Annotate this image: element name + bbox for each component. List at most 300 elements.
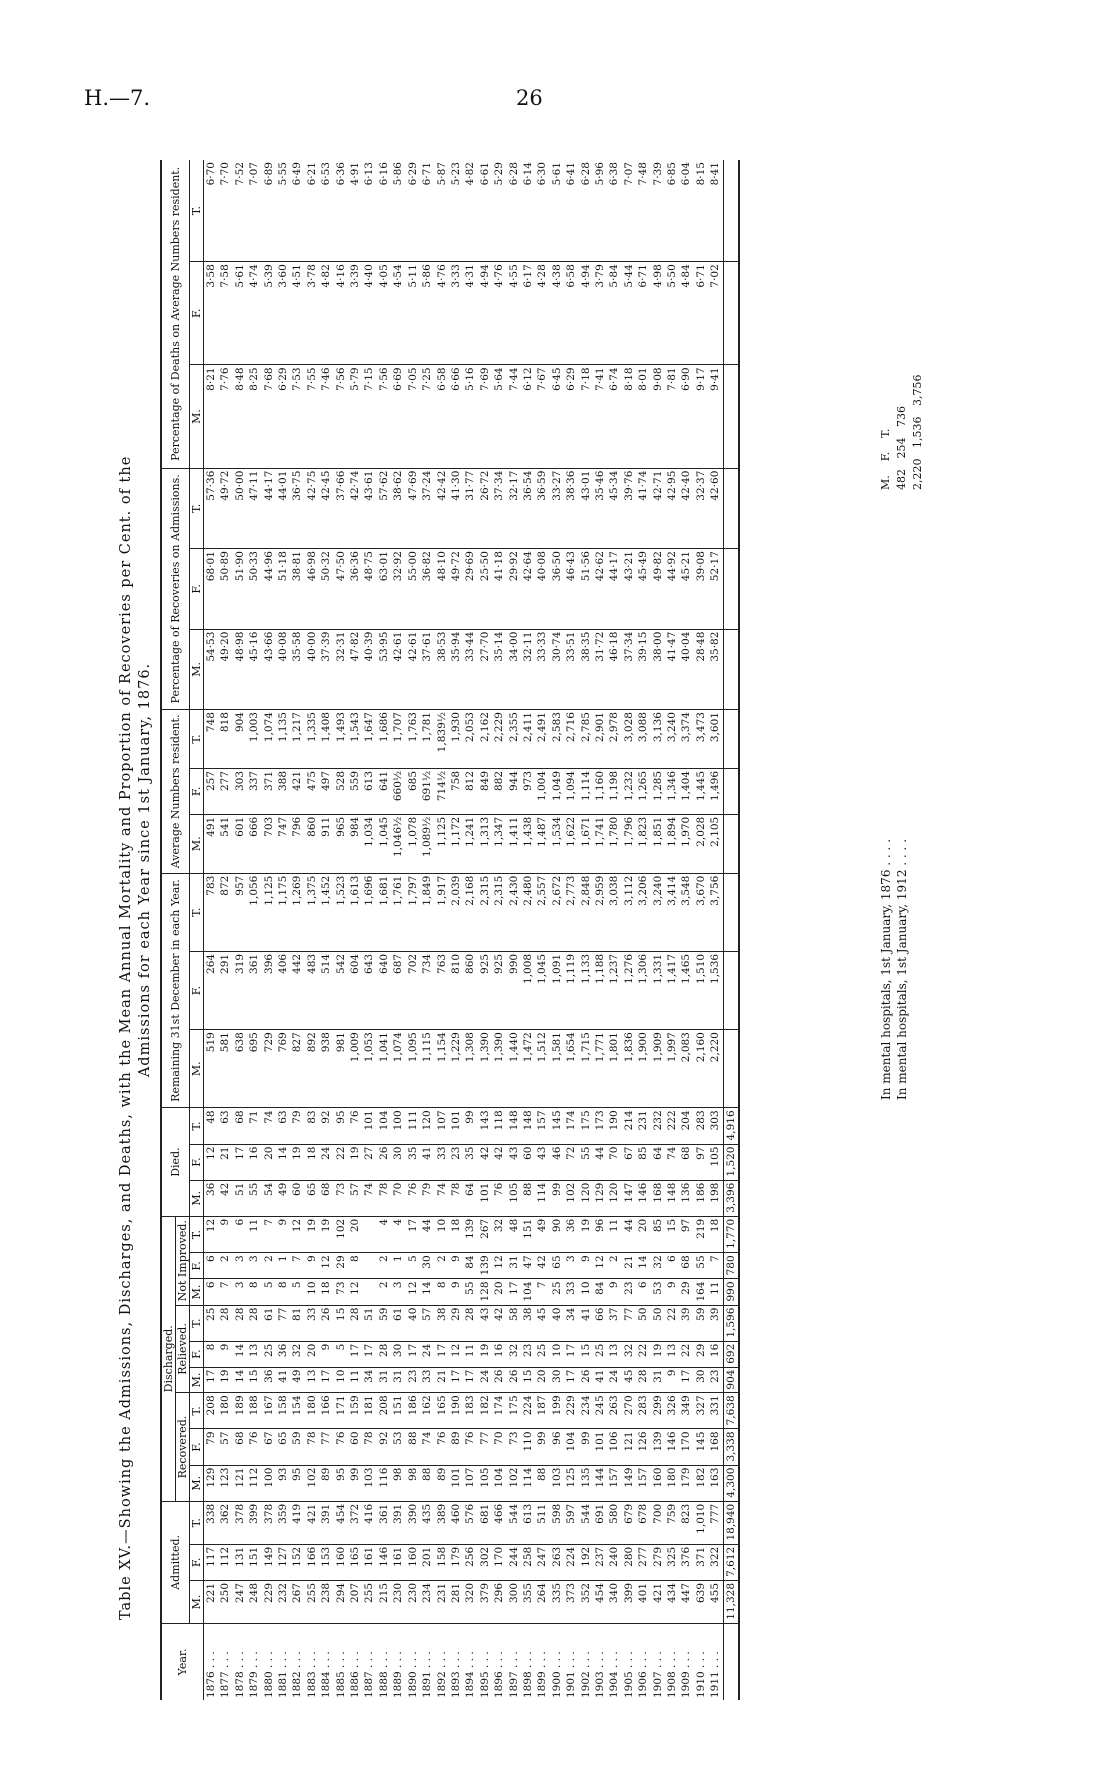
table-cell: 52·17 <box>708 549 723 629</box>
table-cell: 101 <box>478 1180 492 1216</box>
table-cell: 1,331 <box>651 951 665 1029</box>
table-cell: 29·69 <box>463 549 477 629</box>
table-cell: 105 <box>478 1465 492 1501</box>
table-cell: 1,089½ <box>420 814 434 873</box>
table-cell: 33·51 <box>564 629 578 709</box>
table-cell: 46·43 <box>564 549 578 629</box>
table-cell: 45 <box>535 1305 549 1341</box>
table-cell: 401 <box>636 1580 650 1623</box>
col-sex-f: F. <box>190 768 204 814</box>
row-year: 1899 . . . <box>536 1651 549 1698</box>
table-cell: 123 <box>218 1465 232 1501</box>
table-cell: 769 <box>276 1030 290 1108</box>
row-year: 1910 . . . <box>694 1651 707 1698</box>
table-cell: 240 <box>607 1544 621 1580</box>
table-cell: 49·20 <box>218 629 232 709</box>
table-cell: 1,761 <box>391 873 405 951</box>
table-cell: 681 <box>478 1501 492 1544</box>
table-cell: 33·33 <box>535 629 549 709</box>
table-cell: 1,269 <box>290 873 304 951</box>
table-cell: 3 <box>247 1253 261 1279</box>
table-cell: 4·76 <box>435 262 449 365</box>
table-cell: 160 <box>334 1544 348 1580</box>
table-cell: 335 <box>550 1580 564 1623</box>
table-cell: 1,125 <box>435 814 449 873</box>
table-cell: 248 <box>247 1580 261 1623</box>
table-cell: 37·39 <box>319 629 333 709</box>
table-cell: 2,355 <box>507 710 521 769</box>
table-cell: 99 <box>550 1180 564 1216</box>
table-cell: 48·75 <box>362 549 376 629</box>
table-cell: 79 <box>290 1108 304 1144</box>
table-cell: 7·02 <box>708 262 723 365</box>
table-cell: 57·36 <box>204 468 219 549</box>
table-cell: 136 <box>679 1180 693 1216</box>
table-cell: 6·74 <box>607 365 621 468</box>
table-cell: 4·76 <box>492 262 506 365</box>
table-cell: 264 <box>204 951 219 1029</box>
table-cell: 12 <box>290 1216 304 1253</box>
table-cell: 255 <box>362 1580 376 1623</box>
table-cell: 22 <box>334 1144 348 1180</box>
table-cell: 389 <box>435 1501 449 1544</box>
table-cell: 17 <box>564 1341 578 1367</box>
table-cell: 33·44 <box>463 629 477 709</box>
col-sex-m: M. <box>190 1465 204 1501</box>
table-cell: 30 <box>694 1367 708 1393</box>
table-cell: 660½ <box>391 768 405 814</box>
table-cell: 1,970 <box>679 814 693 873</box>
table-cell: 25 <box>593 1341 607 1367</box>
table-cell: 41·30 <box>449 468 463 549</box>
table-cell: 8·21 <box>204 365 219 468</box>
table-cell: 3,206 <box>636 873 650 951</box>
table-cell: 3,548 <box>679 873 693 951</box>
table-cell: 76 <box>247 1429 261 1465</box>
table-row <box>636 160 650 1700</box>
table-cell: 38·35 <box>579 629 593 709</box>
table-cell: 48·10 <box>435 549 449 629</box>
table-cell: 165 <box>435 1393 449 1429</box>
table-cell: 355 <box>521 1580 535 1623</box>
table-cell: 101 <box>362 1108 376 1144</box>
table-cell: 44·92 <box>665 549 679 629</box>
table-cell: 1,781 <box>420 710 434 769</box>
table-cell: 102 <box>305 1465 319 1501</box>
table-cell: 159 <box>348 1393 362 1429</box>
table-cell: 41 <box>420 1144 434 1180</box>
table-row <box>420 160 434 1700</box>
table-cell: 28 <box>233 1305 247 1341</box>
table-cell: 497 <box>319 768 333 814</box>
table-cell: 1,125 <box>262 873 276 951</box>
col-admitted: Admitted. <box>161 1501 190 1623</box>
table-cell: 36 <box>564 1216 578 1253</box>
table-cell: 4·31 <box>463 262 477 365</box>
table-cell: 43 <box>507 1144 521 1180</box>
table-cell: 322 <box>708 1544 723 1580</box>
table-cell: 63·01 <box>377 549 391 629</box>
table-row <box>535 160 549 1700</box>
table-cell: 42·45 <box>319 468 333 549</box>
table-cell: 1,647 <box>362 710 376 769</box>
table-cell: 5·29 <box>492 160 506 262</box>
table-cell: 99 <box>579 1429 593 1465</box>
table-cell: 36·82 <box>420 549 434 629</box>
table-cell: 84 <box>463 1253 477 1279</box>
table-cell: 34 <box>564 1305 578 1341</box>
table-cell: 1,909 <box>651 1030 665 1108</box>
table-cell: 188 <box>247 1393 261 1429</box>
table-cell: 6·36 <box>334 160 348 262</box>
table-cell: 160 <box>651 1465 665 1501</box>
table-cell: 4·84 <box>679 262 693 365</box>
table-cell: 1,523 <box>334 873 348 951</box>
table-cell: 21 <box>622 1253 636 1279</box>
col-sex-f: F. <box>190 951 204 1029</box>
table-cell: 42 <box>478 1144 492 1180</box>
table-cell: 78 <box>377 1180 391 1216</box>
table-cell: 11 <box>348 1367 362 1393</box>
table-cell: 337 <box>247 768 261 814</box>
table-cell: 1,154 <box>435 1030 449 1108</box>
table-cell: 53 <box>391 1429 405 1465</box>
total-cell: 990 <box>723 1279 739 1305</box>
table-cell: 18 <box>708 1216 723 1253</box>
col-sex-t: T. <box>190 468 204 549</box>
footnote-1876-t: 736 <box>895 406 908 427</box>
table-cell: 24 <box>607 1367 621 1393</box>
table-cell: 2,083 <box>679 1030 693 1108</box>
table-cell: 1,696 <box>362 873 376 951</box>
table-cell: 8·18 <box>622 365 636 468</box>
table-cell: 74 <box>420 1429 434 1465</box>
table-cell: 34·00 <box>507 629 521 709</box>
table-cell: 303 <box>708 1108 723 1144</box>
table-cell: 43 <box>478 1305 492 1341</box>
total-cell <box>723 951 739 1029</box>
table-row <box>492 160 506 1700</box>
table-cell: 1,390 <box>478 1030 492 1108</box>
table-cell: 7·48 <box>636 160 650 262</box>
table-cell: 6·28 <box>579 160 593 262</box>
table-cell: 2 <box>262 1253 276 1279</box>
page-header-ref: H.—7. <box>84 86 151 110</box>
table-cell: 1,796 <box>622 814 636 873</box>
table-cell: 35·46 <box>593 468 607 549</box>
table-cell: 59 <box>694 1305 708 1341</box>
table-cell: 17 <box>233 1144 247 1180</box>
table-cell: 151 <box>391 1393 405 1429</box>
table-row <box>607 160 621 1700</box>
table-cell: 76 <box>435 1429 449 1465</box>
col-sex-t: T. <box>190 1216 204 1253</box>
table-cell: 3,088 <box>636 710 650 769</box>
table-cell: 35·94 <box>449 629 463 709</box>
table-cell: 111 <box>406 1108 420 1144</box>
table-cell: 54·53 <box>204 629 219 709</box>
table-cell: 2,848 <box>579 873 593 951</box>
total-cell <box>723 262 739 365</box>
table-cell: 4·74 <box>247 262 261 365</box>
table-cell: 190 <box>449 1393 463 1429</box>
table-cell: 15 <box>579 1341 593 1367</box>
table-cell: 76 <box>348 1108 362 1144</box>
row-year: 1886 . . . <box>349 1651 362 1698</box>
table-cell: 158 <box>276 1393 290 1429</box>
table-cell: 6·29 <box>406 160 420 262</box>
table-cell: 281 <box>449 1580 463 1623</box>
table-cell: 148 <box>665 1180 679 1216</box>
table-cell: 5·44 <box>622 262 636 365</box>
table-cell: 42·64 <box>521 549 535 629</box>
table-cell: 36 <box>262 1367 276 1393</box>
table-cell: 60 <box>290 1180 304 1216</box>
col-sex-t: T. <box>190 1305 204 1341</box>
table-cell: 12 <box>449 1341 463 1367</box>
table-cell: 97 <box>694 1144 708 1180</box>
table-cell: 59 <box>377 1305 391 1341</box>
table-cell: 14 <box>233 1341 247 1367</box>
table-cell: 687 <box>391 951 405 1029</box>
table-cell: 9·08 <box>651 365 665 468</box>
table-cell: 103 <box>362 1465 376 1501</box>
total-cell: 7,612 <box>723 1544 739 1580</box>
table-cell: 13 <box>247 1341 261 1367</box>
table-cell: 44 <box>593 1144 607 1180</box>
table-cell: 104 <box>377 1108 391 1144</box>
table-cell: 10 <box>334 1367 348 1393</box>
table-cell: 1,763 <box>406 710 420 769</box>
table-cell: 2,480 <box>521 873 535 951</box>
table-cell: 28 <box>636 1367 650 1393</box>
table-cell: 41 <box>593 1367 607 1393</box>
table-cell: 42·75 <box>305 468 319 549</box>
row-year: 1901 . . . <box>565 1651 578 1698</box>
table-cell: 19 <box>305 1216 319 1253</box>
table-cell: 399 <box>247 1501 261 1544</box>
row-year: 1882 . . . <box>291 1651 304 1698</box>
table-cell: 783 <box>204 873 219 951</box>
table-cell: 13 <box>665 1341 679 1367</box>
table-row <box>622 160 636 1700</box>
footnote-t-label: T. <box>879 428 892 438</box>
total-cell: 692 <box>723 1341 739 1367</box>
table-cell: 121 <box>622 1429 636 1465</box>
table-cell: 25 <box>535 1341 549 1367</box>
table-cell: 641 <box>377 768 391 814</box>
table-cell: 31 <box>377 1367 391 1393</box>
table-cell: 29·92 <box>507 549 521 629</box>
table-cell: 44·17 <box>262 468 276 549</box>
table-cell: 128 <box>478 1279 492 1305</box>
table-cell: 1,046½ <box>391 814 405 873</box>
table-cell: 810 <box>449 951 463 1029</box>
footnote-figures <box>878 375 926 491</box>
table-cell: 338 <box>204 1501 219 1544</box>
table-cell: 147 <box>622 1180 636 1216</box>
table-cell: 2,672 <box>550 873 564 951</box>
table-cell: 1,241 <box>463 814 477 873</box>
table-cell: 17 <box>564 1367 578 1393</box>
table-cell: 643 <box>362 951 376 1029</box>
table-cell: 6·12 <box>521 365 535 468</box>
table-cell: 198 <box>708 1180 723 1216</box>
table-cell: 65 <box>276 1429 290 1465</box>
table-cell: 77 <box>319 1429 333 1465</box>
table-cell: 6·14 <box>521 160 535 262</box>
table-cell: 4·40 <box>362 262 376 365</box>
table-cell: 40·04 <box>679 629 693 709</box>
table-cell: 170 <box>679 1429 693 1465</box>
col-pct-deaths: Percentage of Deaths on Average Numbers resident. <box>161 160 190 468</box>
table-cell: 1 <box>276 1253 290 1279</box>
table-cell: 1,997 <box>665 1030 679 1108</box>
col-not-improved: Not Improved. <box>176 1216 190 1305</box>
table-cell: 79 <box>420 1180 434 1216</box>
table-cell: 8 <box>247 1279 261 1305</box>
table-cell <box>362 1253 376 1279</box>
col-recovered: Recovered. <box>176 1393 190 1501</box>
table-cell: 215 <box>377 1580 391 1623</box>
table-cell: 511 <box>535 1501 549 1544</box>
table-cell: 763 <box>435 951 449 1029</box>
table-cell: 174 <box>564 1108 578 1144</box>
table-cell: 4·55 <box>507 262 521 365</box>
table-cell: 6·16 <box>377 160 391 262</box>
table-cell: 3 <box>391 1279 405 1305</box>
table-cell: 81 <box>290 1305 304 1341</box>
table-cell: 528 <box>334 768 348 814</box>
table-cell: 1,411 <box>507 814 521 873</box>
table-cell: 28 <box>348 1305 362 1341</box>
table-cell: 47·82 <box>348 629 362 709</box>
table-cell: 25·50 <box>478 549 492 629</box>
table-cell: 17 <box>362 1341 376 1367</box>
total-cell <box>723 365 739 468</box>
table-cell: 42·61 <box>406 629 420 709</box>
table-cell: 965 <box>334 814 348 873</box>
table-cell: 359 <box>276 1501 290 1544</box>
table-cell: 166 <box>305 1544 319 1580</box>
table-cell: 8·15 <box>694 160 708 262</box>
table-cell: 419 <box>290 1501 304 1544</box>
table-cell: 180 <box>218 1393 232 1429</box>
table-cell: 9 <box>449 1253 463 1279</box>
table-cell: 6 <box>204 1279 219 1305</box>
table-cell: 74 <box>435 1180 449 1216</box>
table-cell: 12 <box>492 1253 506 1279</box>
table-cell: 25 <box>550 1279 564 1305</box>
table-cell: 112 <box>218 1544 232 1580</box>
table-cell: 244 <box>507 1544 521 1580</box>
table-cell: 70 <box>607 1144 621 1180</box>
table-cell: 48·98 <box>233 629 247 709</box>
table-cell: 6·29 <box>276 365 290 468</box>
table-cell: 51 <box>233 1180 247 1216</box>
table-cell: 6 <box>665 1253 679 1279</box>
table-cell: 234 <box>420 1580 434 1623</box>
table-cell: 331 <box>708 1393 723 1429</box>
table-cell: 294 <box>334 1580 348 1623</box>
table-cell: 1,115 <box>420 1030 434 1108</box>
table-cell: 15 <box>334 1305 348 1341</box>
table-cell: 416 <box>362 1501 376 1544</box>
table-row <box>435 160 449 1700</box>
table-cell: 3·33 <box>449 262 463 365</box>
table-cell: 57 <box>420 1305 434 1341</box>
col-sex-f: F. <box>190 1544 204 1580</box>
table-cell: 97 <box>679 1216 693 1253</box>
table-cell: 860 <box>305 814 319 873</box>
table-cell: 20 <box>535 1367 549 1393</box>
table-cell: 1,034 <box>362 814 376 873</box>
table-cell: 1,010 <box>694 1501 708 1544</box>
table-cell: 2,160 <box>694 1030 708 1108</box>
table-cell: 270 <box>622 1393 636 1429</box>
col-average: Average Numbers resident. <box>161 710 190 874</box>
table-cell: 4·98 <box>651 262 665 365</box>
table-row <box>319 160 333 1700</box>
table-cell: 250 <box>218 1580 232 1623</box>
table-cell: 434 <box>665 1580 679 1623</box>
table-cell: 371 <box>262 768 276 814</box>
table-cell: 27 <box>362 1144 376 1180</box>
table-cell: 229 <box>262 1580 276 1623</box>
table-cell: 103 <box>550 1465 564 1501</box>
col-remaining: Remaining 31st December in each Year. <box>161 873 190 1108</box>
table-cell: 99 <box>463 1108 477 1144</box>
row-year: 1892 . . . <box>435 1651 448 1698</box>
table-cell: 12 <box>348 1279 362 1305</box>
table-cell: 4·82 <box>319 262 333 365</box>
table-cell: 30 <box>420 1253 434 1279</box>
table-cell: 48 <box>204 1108 219 1144</box>
table-cell: 3·79 <box>593 262 607 365</box>
table-cell: 1,229 <box>449 1030 463 1108</box>
table-cell: 277 <box>218 768 232 814</box>
table-cell: 1,049 <box>550 768 564 814</box>
table-cell: 20 <box>305 1341 319 1367</box>
table-cell: 5·79 <box>348 365 362 468</box>
table-cell: 63 <box>218 1108 232 1144</box>
table-cell: 1,094 <box>564 768 578 814</box>
table-cell: 100 <box>391 1108 405 1144</box>
table-cell: 32·11 <box>521 629 535 709</box>
table-cell: 984 <box>348 814 362 873</box>
table-cell: 57 <box>348 1180 362 1216</box>
table-cell: 904 <box>233 710 247 769</box>
table-cell: 6 <box>233 1216 247 1253</box>
table-cell: 49·82 <box>651 549 665 629</box>
table-cell: 89 <box>449 1429 463 1465</box>
table-cell: 32 <box>492 1216 506 1253</box>
table-cell: 11 <box>463 1341 477 1367</box>
table-cell: 42·61 <box>391 629 405 709</box>
table-cell: 214 <box>622 1108 636 1144</box>
table-cell: 1,741 <box>593 814 607 873</box>
table-cell: 2,583 <box>550 710 564 769</box>
table-cell: 319 <box>233 951 247 1029</box>
table-cell: 19 <box>478 1341 492 1367</box>
table-cell: 3,756 <box>708 873 723 951</box>
table-cell: 349 <box>679 1393 693 1429</box>
table-cell: 38 <box>521 1305 535 1341</box>
table-cell: 6·30 <box>535 160 549 262</box>
row-year: 1907 . . . <box>651 1651 664 1698</box>
row-year: 1885 . . . <box>334 1651 347 1698</box>
table-cell: 53 <box>651 1279 665 1305</box>
